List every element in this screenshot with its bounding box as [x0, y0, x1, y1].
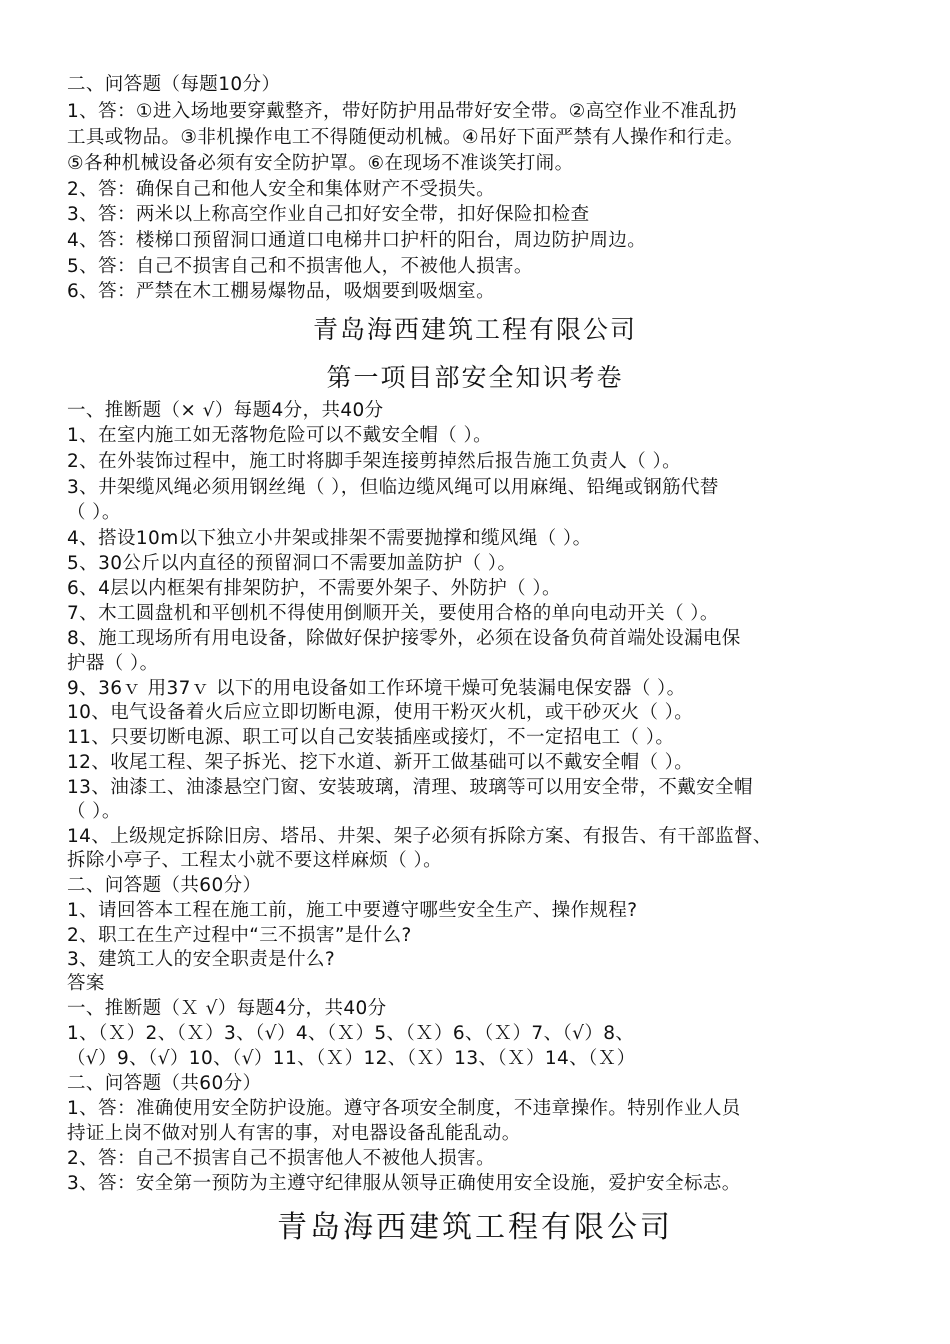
question-line: 4、搭设10m以下独立小井架或排架不需要抛撑和缆风绳（ ）。 — [67, 528, 592, 549]
answer-line: 2、答：自己不损害自己不损害他人不被他人损害。 — [67, 1148, 495, 1169]
answer-line: 2、答：确保自己和他人安全和集体财产不受损失。 — [67, 179, 495, 200]
exam-title: 第一项目部安全知识考卷 — [326, 363, 624, 392]
question-line: 11、只要切断电源、职工可以自己安装插座或接灯，不一定招电工（ ）。 — [67, 727, 675, 748]
answer-line: 3、答：两米以上称高空作业自己扣好安全带，扣好保险扣检查 — [67, 204, 590, 225]
question-line: 5、30公斤以内直径的预留洞口不需要加盖防护（ ）。 — [67, 553, 517, 574]
answer-key-line: 1、（Ｘ）2、（Ｘ）3、（√）4、（Ｘ）5、（Ｘ）6、（Ｘ）7、（√）8、 — [67, 1023, 635, 1044]
answer-line: 5、答：自己不损害自己和不损害他人，不被他人损害。 — [67, 256, 533, 277]
question-line: （ ）。 — [67, 502, 121, 523]
section-heading: 二、问答题（每题10分） — [67, 74, 281, 95]
section-heading: 二、问答题（共60分） — [67, 1073, 262, 1094]
question-line: 14、上级规定拆除旧房、塔吊、井架、架子必须有拆除方案、有报告、有干部监督、 — [67, 826, 772, 847]
question-line: 8、施工现场所有用电设备，除做好保护接零外，必须在设备负荷首端处设漏电保 — [67, 628, 741, 649]
question-line: 护器（ ）。 — [67, 653, 159, 674]
section-heading: 二、问答题（共60分） — [67, 875, 262, 896]
question-line: 3、建筑工人的安全职责是什么? — [67, 949, 336, 970]
answer-key-line: （√）9、（√）10、（√）11、（Ｘ）12、（Ｘ）13、（Ｘ）14、（Ｘ） — [67, 1048, 636, 1069]
question-line: 12、收尾工程、架子拆光、挖下水道、新开工做基础可以不戴安全帽（ ）。 — [67, 752, 694, 773]
answer-line: 1、答：准确使用安全防护设施。遵守各项安全制度，不违章操作。特别作业人员 — [67, 1098, 741, 1119]
question-line: 2、职工在生产过程中“三不损害”是什么? — [67, 925, 412, 946]
answer-line: 4、答：楼梯口预留洞口通道口电梯井口护杆的阳台，周边防护周边。 — [67, 230, 647, 251]
answer-line: 3、答：安全第一预防为主遵守纪律服从领导正确使用安全设施，爱护安全标志。 — [67, 1173, 741, 1194]
answer-line: ⑤各种机械设备必须有安全防护罩。⑥在现场不准谈笑打闹。 — [67, 153, 574, 174]
company-title: 青岛海西建筑工程有限公司 — [312, 315, 637, 344]
question-line: （ ）。 — [67, 801, 121, 822]
question-line: 13、油漆工、油漆悬空门窗、安装玻璃，清理、玻璃等可以用安全带，不戴安全帽 — [67, 777, 753, 798]
answer-line: 持证上岗不做对别人有害的事，对电器设备乱能乱动。 — [67, 1123, 521, 1144]
answer-line: 1、答：①进入场地要穿戴整齐，带好防护用品带好安全带。②高空作业不准乱扔 — [67, 101, 737, 122]
answer-line: 工具或物品。③非机操作电工不得随便动机械。④吊好下面严禁有人操作和行走。 — [67, 127, 744, 148]
question-line: 6、4层以内框架有排架防护，不需要外架子、外防护（ ）。 — [67, 578, 561, 599]
footer-company-title: 青岛海西建筑工程有限公司 — [277, 1210, 673, 1245]
question-line: 2、在外装饰过程中，施工时将脚手架连接剪掉然后报告施工负责人（ ）。 — [67, 451, 682, 472]
section-heading: 一、推断题（× √）每题4分，共40分 — [67, 400, 384, 421]
question-line: 7、木工圆盘机和平刨机不得使用倒顺开关，要使用合格的单向电动开关（ ）。 — [67, 603, 719, 624]
question-line: 拆除小亭子、工程太小就不要这样麻烦（ ）。 — [67, 850, 443, 871]
question-line: 1、请回答本工程在施工前，施工中要遵守哪些安全生产、操作规程? — [67, 900, 638, 921]
question-line: 1、在室内施工如无落物危险可以不戴安全帽（ ）。 — [67, 425, 493, 446]
answer-key-label: 答案 — [67, 973, 105, 994]
question-line: 3、井架缆风绳必须用钢丝绳（ ），但临边缆风绳可以用麻绳、铅绳或钢筋代替 — [67, 477, 719, 498]
answer-line: 6、答：严禁在木工棚易爆物品，吸烟要到吸烟室。 — [67, 281, 495, 302]
question-line: 10、电气设备着火后应立即切断电源，使用干粉灭火机，或干砂灭火（ ）。 — [67, 702, 694, 723]
question-line: 9、36ｖ 用37ｖ 以下的用电设备如工作环境干燥可免装漏电保安器（ ）。 — [67, 678, 686, 699]
section-heading: 一、推断题（Ｘ √）每题4分，共40分 — [67, 998, 387, 1019]
